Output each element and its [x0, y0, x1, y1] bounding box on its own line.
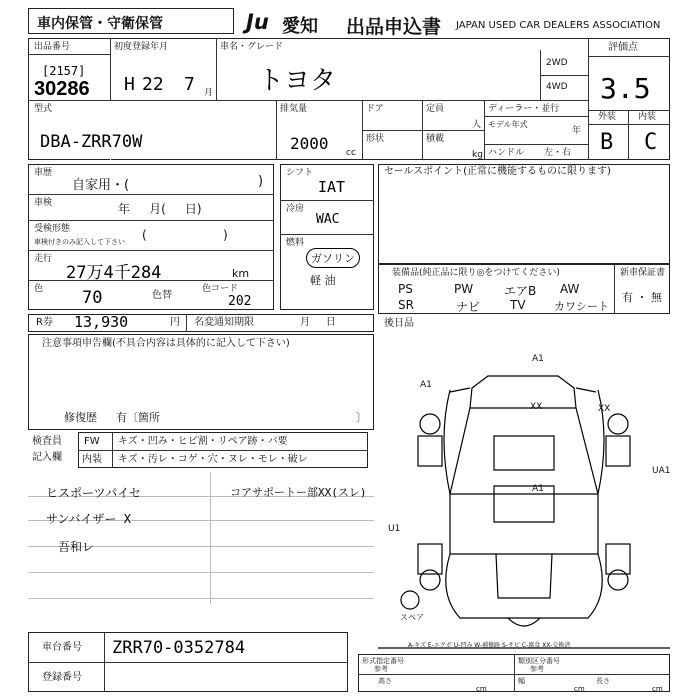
- grade-score: 3.5: [600, 72, 651, 105]
- cooling-value: WAC: [316, 212, 340, 227]
- storage-tag: 車内保管・守衛保管: [37, 16, 163, 32]
- car-diagram: [378, 318, 670, 654]
- receive-note: 車検付きのみ記入して下さい: [34, 238, 125, 246]
- color-change-label: 色替: [152, 290, 172, 301]
- spare-label: スペア: [400, 613, 424, 622]
- mark-xx-right: XX: [598, 404, 611, 414]
- damage-legend: A-キズ E-エクボ U-凹み W-補修跡 S-サビ C-腐食 XX-交換済: [408, 642, 571, 649]
- recycle-unit: 円: [170, 317, 180, 328]
- shaken-label: 車検: [34, 198, 53, 208]
- length-label: 長さ: [596, 677, 610, 685]
- doors-label: ドア: [366, 104, 384, 114]
- vehicle-name-label: 車名・グレード: [220, 42, 284, 52]
- notes-label: 注意事項申告欄(不具合内容は具体的に記入して下さい): [42, 338, 290, 349]
- equip-tv: TV: [510, 298, 526, 312]
- document-title: 出品申込書: [346, 16, 442, 38]
- registration-number-label: 登録番号: [42, 672, 82, 683]
- fuel-value: ガソリン: [306, 248, 360, 268]
- mark-u-right: UA1: [652, 466, 671, 476]
- registration-month: 7: [184, 74, 195, 95]
- ju-logo: Ju: [246, 10, 269, 34]
- org-english: JAPAN USED CAR DEALERS ASSOCIATION: [456, 20, 661, 31]
- storage-tag-box: [28, 8, 234, 34]
- type-cert-label: 形式指定番号: [362, 657, 404, 665]
- sales-point-block: [378, 164, 670, 264]
- title-change-value: 月 日: [300, 317, 336, 328]
- chassis-label: 車台番号: [42, 642, 82, 653]
- drive-4wd: 4WD: [546, 82, 568, 92]
- rear-label: 後日品: [384, 318, 414, 329]
- shape-label: 形状: [366, 134, 385, 144]
- equip-aw: AW: [560, 282, 580, 296]
- grade-label: 評価点: [608, 42, 638, 53]
- color-label: 色: [34, 284, 44, 294]
- kg-unit: kg: [472, 150, 483, 160]
- registration-month-suffix: 月: [204, 88, 214, 98]
- year-label: 年: [572, 126, 582, 136]
- mileage-unit: km: [232, 267, 250, 280]
- category-label: 類別区分番号: [518, 657, 560, 665]
- entry-label: 記入欄: [32, 452, 62, 463]
- history-value: 自家用・(: [72, 178, 130, 193]
- color-value: 70: [82, 288, 103, 308]
- mark-a1-left: A1: [420, 380, 432, 390]
- note-line-3: 吾和レ: [58, 540, 95, 554]
- registration-label: 初度登録年月: [114, 42, 169, 52]
- displacement-label: 排気量: [280, 104, 308, 114]
- fuel-alt: 軽 油: [310, 274, 336, 287]
- vehicle-name: トヨタ: [258, 66, 337, 96]
- recycle-label: R券: [36, 317, 53, 328]
- equip-leather: カワシート: [554, 300, 609, 313]
- color-code: 202: [228, 294, 252, 309]
- width-unit: cm: [574, 685, 585, 693]
- inspection-row2: キズ・汚レ・コゲ・穴・ヌレ・モレ・破レ: [118, 454, 308, 465]
- note-line-2: サンバイザー X: [46, 512, 132, 526]
- inspection-row1: キズ・凹み・ヒビ割・リペア跡・バ要: [118, 436, 288, 447]
- org-name: 愛知: [282, 16, 318, 37]
- type-cert-ref: 参考: [374, 665, 388, 673]
- mark-u1-left: U1: [388, 524, 401, 534]
- person-unit: 人: [472, 120, 482, 130]
- handle-options: 左・右: [544, 148, 572, 158]
- equip-ps: PS: [398, 282, 413, 296]
- inspection-fw: FW: [84, 436, 100, 447]
- history-close: ): [258, 174, 264, 189]
- capacity-label: 定員: [426, 104, 445, 114]
- equip-sr: SR: [398, 298, 414, 312]
- width-label: 幅: [518, 677, 525, 685]
- height-unit: cm: [476, 685, 487, 693]
- length-unit: cm: [652, 685, 663, 693]
- equip-airbag: エアB: [504, 284, 537, 298]
- model-value: DBA-ZRR70W: [40, 132, 143, 152]
- mark-xx-left: XX: [530, 402, 543, 412]
- registration-year: 22: [142, 74, 164, 95]
- exterior-grade: B: [600, 130, 614, 155]
- lot-sub-number: [2157]: [42, 64, 86, 78]
- mileage-value: 27万4千284: [66, 263, 162, 283]
- chassis-value: ZRR70-0352784: [112, 638, 246, 658]
- repair-options: 有〔箇所: [116, 411, 160, 424]
- lot-number: 30286: [34, 78, 90, 100]
- model-year-label: モデル年式: [488, 120, 528, 129]
- handle-label: ハンドル: [488, 148, 525, 158]
- title-change-label: 名変通知期限: [194, 317, 254, 328]
- dealer-label: ディーラー・並行: [488, 104, 560, 114]
- mark-a1-center: A1: [532, 484, 544, 494]
- repair-label: 修復歴: [64, 411, 97, 424]
- equip-navi: ナビ: [456, 300, 481, 314]
- height-label: 高さ: [378, 677, 392, 685]
- registration-era: H: [124, 74, 135, 95]
- shaken-value: 年 月( 日): [118, 202, 202, 216]
- sales-point-label: セールスポイント(正常に機能するものに限ります): [384, 166, 611, 177]
- receive-label: 受検形態: [34, 224, 71, 234]
- interior-grade: C: [644, 130, 658, 155]
- inspection-interior: 内装: [82, 454, 102, 465]
- mark-a1-top: A1: [532, 354, 544, 364]
- cooling-label: 冷房: [286, 204, 305, 214]
- fuel-label: 燃料: [286, 238, 305, 248]
- inspector-label: 検査員: [32, 436, 62, 447]
- shift-label: シフト: [286, 168, 314, 178]
- equip-pw: PW: [454, 282, 474, 296]
- drive-2wd: 2WD: [546, 58, 568, 68]
- interior-label: 内装: [638, 112, 657, 122]
- repair-close: 〕: [356, 411, 367, 424]
- recycle-value: 13,930: [74, 313, 129, 331]
- displacement-value: 2000: [290, 134, 329, 153]
- note-line-1: ヒスポーツパイセ: [46, 486, 141, 500]
- mileage-label: 走行: [34, 254, 53, 264]
- equipment-label: 装備品(純正品に限り◎をつけてください): [392, 268, 560, 278]
- history-label: 車歴: [34, 168, 53, 178]
- lot-number-label: 出品番号: [34, 42, 71, 52]
- warranty-options: 有 ・ 無: [622, 291, 662, 304]
- note-line-4: コアサポートー部XX(スレ): [230, 486, 367, 499]
- warranty-label: 新車保証書: [620, 268, 666, 278]
- load-label: 積載: [426, 134, 445, 144]
- receive-value: ( ): [142, 228, 228, 242]
- shift-value: IAT: [318, 178, 346, 196]
- color-code-label: 色コード: [202, 284, 239, 294]
- category-ref: 参考: [530, 665, 544, 673]
- exterior-label: 外装: [598, 112, 617, 122]
- cc-unit: cc: [346, 148, 356, 158]
- model-label: 型式: [34, 104, 53, 114]
